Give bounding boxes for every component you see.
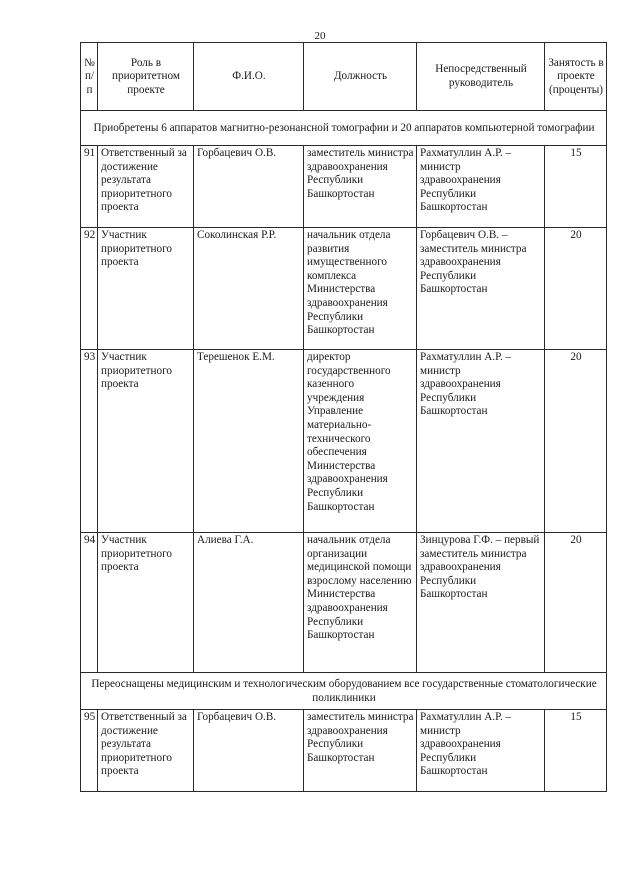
row-name: Соколинская Р.Р. [194, 228, 304, 350]
row-position: начальник отдела развития имущественного комплекса Министерства здравоохранения Республики Башкортостан [304, 228, 417, 350]
row-num: 92 [81, 228, 98, 350]
row-name: Горбацевич О.В. [194, 710, 304, 792]
row-position: заместитель министра здравоохранения Республики Башкортостан [304, 146, 417, 228]
row-manager: Рахматуллин А.Р. – министр здравоохранения Республики Башкортостан [417, 146, 545, 228]
row-num: 93 [81, 350, 98, 533]
header-num: № п/п [81, 43, 98, 111]
page-number: 20 [314, 30, 326, 42]
header-position: Должность [304, 43, 417, 111]
table-row [81, 533, 607, 673]
row-manager: Рахматуллин А.Р. – министр здравоохранения Республики Башкортостан [417, 350, 545, 533]
row-name: Алиева Г.А. [194, 533, 304, 673]
row-num: 94 [81, 533, 98, 673]
row-role: Ответственный за достижение результата приоритетного проекта [98, 146, 194, 228]
table-row [81, 710, 607, 792]
header-name: Ф.И.О. [194, 43, 304, 111]
row-role: Участник приоритетного проекта [98, 533, 194, 673]
row-role: Ответственный за достижение результата приоритетного проекта [98, 710, 194, 792]
row-position: заместитель министра здравоохранения Республики Башкортостан [304, 710, 417, 792]
row-percent: 15 [545, 710, 607, 792]
table-header-row [81, 43, 607, 111]
header-manager: Непосредственный руководитель [417, 43, 545, 111]
table-row [81, 228, 607, 350]
row-manager: Зинцурова Г.Ф. – первый заместитель министра здравоохранения Республики Башкортостан [417, 533, 545, 673]
section-row [81, 111, 607, 146]
section-title: Приобретены 6 аппаратов магнитно-резонансной томографии и 20 аппаратов компьютерной томографии [81, 111, 607, 146]
table-row [81, 146, 607, 228]
row-manager: Горбацевич О.В. – заместитель министра здравоохранения Республики Башкортостан [417, 228, 545, 350]
section-row [81, 673, 607, 710]
row-manager: Рахматуллин А.Р. – министр здравоохранения Республики Башкортостан [417, 710, 545, 792]
participants-table [80, 42, 607, 792]
row-num: 95 [81, 710, 98, 792]
header-role: Роль в приоритетном проекте [98, 43, 194, 111]
row-position: директор государственного казенного учреждения Управление материально-технического обеспечения Министерства здравоохранения Республики Башкортостан [304, 350, 417, 533]
section-title: Переоснащены медицинским и технологическим оборудованием все государственные стоматологические поликлиники [81, 673, 607, 710]
header-percent: Занятость в проекте (проценты) [545, 43, 607, 111]
row-name: Горбацевич О.В. [194, 146, 304, 228]
row-num: 91 [81, 146, 98, 228]
row-position: начальник отдела организации медицинской помощи взрослому населению Министерства здравоохранения Республики Башкортостан [304, 533, 417, 673]
row-percent: 20 [545, 533, 607, 673]
table-row [81, 350, 607, 533]
row-role: Участник приоритетного проекта [98, 228, 194, 350]
row-name: Терешенок Е.М. [194, 350, 304, 533]
row-percent: 15 [545, 146, 607, 228]
row-percent: 20 [545, 350, 607, 533]
row-role: Участник приоритетного проекта [98, 350, 194, 533]
row-percent: 20 [545, 228, 607, 350]
